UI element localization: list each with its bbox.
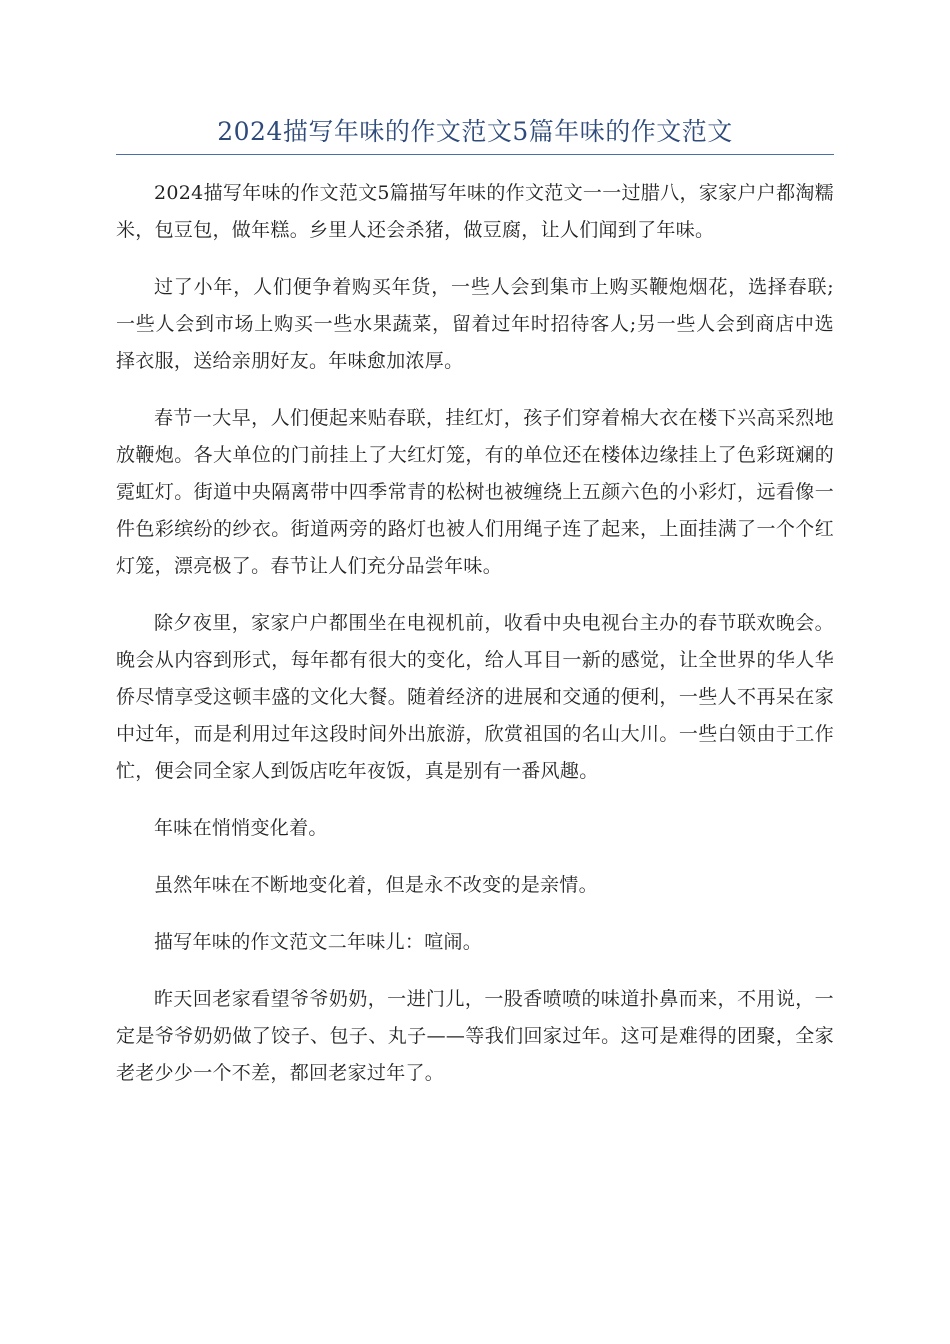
- document-body: [116, 175, 834, 1112]
- paragraph: 昨天回老家看望爷爷奶奶，一进门儿，一股香喷喷的味道扑鼻而来，不用说，一定是爷爷奶奶做了饺子、包子、丸子——等我们回家过年。这可是难得的团聚，全家老老少少一个不差，都回老家过年了。: [116, 988, 834, 1084]
- paragraph: 过了小年，人们便争着购买年货，一些人会到集市上购买鞭炮烟花，选择春联;一些人会到市场上购买一些水果蔬菜，留着过年时招待客人;另一些人会到商店中选择衣服，送给亲朋好友。年味愈加浓厚。: [116, 276, 834, 372]
- paragraph: 虽然年味在不断地变化着，但是永不改变的是亲情。: [154, 874, 598, 896]
- title-underline: [116, 154, 834, 155]
- paragraph: 春节一大早，人们便起来贴春联，挂红灯，孩子们穿着棉大衣在楼下兴高采烈地放鞭炮。各大单位的门前挂上了大红灯笼，有的单位还在楼体边缘挂上了色彩斑斓的霓虹灯。街道中央隔离带中四季常青的松树也被缠绕上五颜六色的小彩灯，远看像一件色彩缤纷的纱衣。街道两旁的路灯也被人们用绳子连了起来，上面挂满了一个个红灯笼，漂亮极了。春节让人们充分品尝年味。: [116, 407, 834, 577]
- paragraph: 除夕夜里，家家户户都围坐在电视机前，收看中央电视台主办的春节联欢晚会。晚会从内容到形式，每年都有很大的变化，给人耳目一新的感觉，让全世界的华人华侨尽情享受这顿丰盛的文化大餐。随着经济的进展和交通的便利，一些人不再呆在家中过年，而是利用过年这段时间外出旅游，欣赏祖国的名山大川。一些白领由于工作忙，便会同全家人到饭店吃年夜饭，真是别有一番风趣。: [116, 612, 834, 782]
- paragraph: 2024描写年味的作文范文5篇描写年味的作文范文一一过腊八，家家户户都淘糯米，包豆包，做年糕。乡里人还会杀猪，做豆腐，让人们闻到了年味。: [116, 182, 834, 241]
- paragraph: 年味在悄悄变化着。: [154, 817, 328, 839]
- paragraph: 描写年味的作文范文二年味儿：喧闹。: [154, 931, 483, 953]
- document-title: 2024描写年味的作文范文5篇年味的作文范文: [217, 117, 733, 146]
